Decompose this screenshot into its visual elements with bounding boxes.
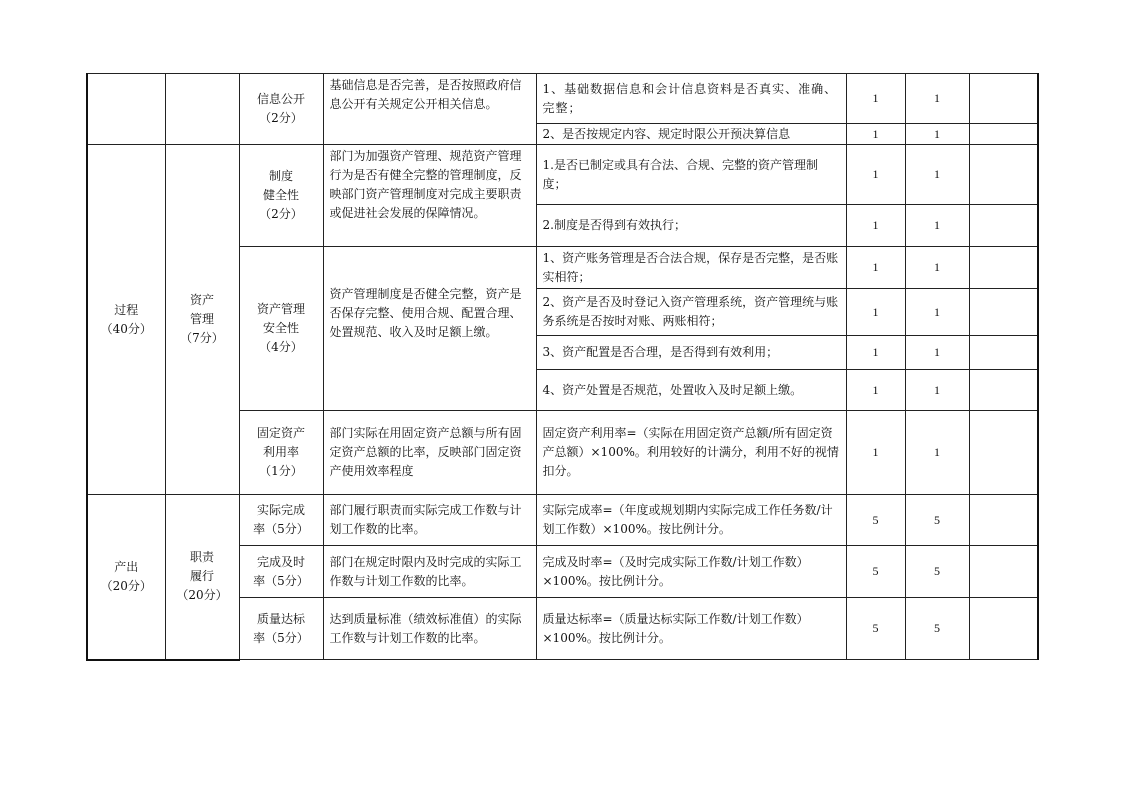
- score-cell: 1: [905, 74, 969, 124]
- explanation-info-disclosure: 基础信息是否完善，是否按照政府信息公开有关规定公开相关信息。: [323, 74, 536, 145]
- criteria-cell: 1、资产账务管理是否合法合规，保存是否完整，是否账实相符；: [536, 247, 846, 289]
- weight-cell: 1: [846, 289, 905, 336]
- indicator2-duty-performance: 职责 履行 （20分）: [165, 495, 239, 660]
- criteria-cell: 质量达标率=（质量达标实际工作数/计划工作数）×100%。按比例计分。: [536, 598, 846, 660]
- indicator3-cell: 质量达标 率（5分）: [239, 598, 323, 660]
- table-row: [87, 495, 1038, 546]
- remark-cell: [969, 124, 1038, 145]
- indicator2-asset-management: 资产 管理 （7分）: [165, 145, 239, 495]
- indicator1-cell-empty: [87, 74, 165, 145]
- indicator1-output: 产出 （20分）: [87, 495, 165, 660]
- weight-cell: 5: [846, 598, 905, 660]
- indicator1-process: 过程 （40分）: [87, 145, 165, 495]
- remark-cell: [969, 411, 1038, 495]
- weight-cell: 1: [846, 145, 905, 205]
- criteria-cell: 2、资产是否及时登记入资产管理系统，资产管理统与账务系统是否按时对账、两账相符；: [536, 289, 846, 336]
- score-cell: 5: [905, 546, 969, 598]
- criteria-cell: 4、资产处置是否规范，处置收入及时足额上缴。: [536, 370, 846, 411]
- score-cell: 1: [905, 205, 969, 247]
- weight-cell: 1: [846, 336, 905, 370]
- criteria-cell: 实际完成率=（年度或规划期内实际完成工作任务数/计划工作数）×100%。按比例计分。: [536, 495, 846, 546]
- score-cell: 1: [905, 124, 969, 145]
- score-cell: 1: [905, 411, 969, 495]
- explanation-cell: 部门履行职责而实际完成工作数与计划工作数的比率。: [323, 495, 536, 546]
- explanation-asset-security: 资产管理制度是否健全完整，资产是否保存完整、使用合规、配置合理、处置规范、收入及时足额上缴。: [323, 247, 536, 411]
- explanation-fixed-asset-use: 部门实际在用固定资产总额与所有固定资产总额的比率，反映部门固定资产使用效率程度: [323, 411, 536, 495]
- remark-cell: [969, 336, 1038, 370]
- criteria-cell: 1.是否已制定或具有合法、合规、完整的资产管理制度；: [536, 145, 846, 205]
- table-row: [87, 74, 1038, 124]
- remark-cell: [969, 74, 1038, 124]
- table-row: [87, 145, 1038, 205]
- score-cell: 1: [905, 145, 969, 205]
- criteria-cell: 固定资产利用率=（实际在用固定资产总额/所有固定资产总额）×100%。利用较好的计满分，利用不好的视情扣分。: [536, 411, 846, 495]
- indicator3-system-sound: 制度 健全性 （2分）: [239, 145, 323, 247]
- criteria-cell: 2、是否按规定内容、规定时限公开预决算信息: [536, 124, 846, 145]
- explanation-system-sound: 部门为加强资产管理、规范资产管理行为是否有健全完整的管理制度，反映部门资产管理制度对完成主要职责或促进社会发展的保障情况。: [323, 145, 536, 247]
- weight-cell: 1: [846, 411, 905, 495]
- remark-cell: [969, 495, 1038, 546]
- criteria-cell: 1、基础数据信息和会计信息资料是否真实、准确、完整；: [536, 74, 846, 124]
- remark-cell: [969, 598, 1038, 660]
- indicator3-info-disclosure: 信息公开 （2分）: [239, 74, 323, 145]
- indicator2-cell-empty: [165, 74, 239, 145]
- score-cell: 1: [905, 370, 969, 411]
- weight-cell: 1: [846, 247, 905, 289]
- weight-cell: 1: [846, 74, 905, 124]
- weight-cell: 5: [846, 495, 905, 546]
- remark-cell: [969, 546, 1038, 598]
- criteria-cell: 3、资产配置是否合理，是否得到有效利用；: [536, 336, 846, 370]
- weight-cell: 1: [846, 205, 905, 247]
- remark-cell: [969, 247, 1038, 289]
- score-cell: 1: [905, 289, 969, 336]
- indicator3-cell: 实际完成 率（5分）: [239, 495, 323, 546]
- remark-cell: [969, 289, 1038, 336]
- indicator3-fixed-asset-use: 固定资产 利用率 （1分）: [239, 411, 323, 495]
- evaluation-table: [86, 73, 1039, 661]
- criteria-cell: 完成及时率=（及时完成实际工作数/计划工作数）×100%。按比例计分。: [536, 546, 846, 598]
- remark-cell: [969, 370, 1038, 411]
- indicator3-asset-security: 资产管理 安全性 （4分）: [239, 247, 323, 411]
- score-cell: 1: [905, 336, 969, 370]
- score-cell: 1: [905, 247, 969, 289]
- weight-cell: 5: [846, 546, 905, 598]
- explanation-cell: 达到质量标准（绩效标准值）的实际工作数与计划工作数的比率。: [323, 598, 536, 660]
- criteria-cell: 2.制度是否得到有效执行；: [536, 205, 846, 247]
- weight-cell: 1: [846, 370, 905, 411]
- remark-cell: [969, 205, 1038, 247]
- weight-cell: 1: [846, 124, 905, 145]
- indicator3-cell: 完成及时 率（5分）: [239, 546, 323, 598]
- explanation-cell: 部门在规定时限内及时完成的实际工作数与计划工作数的比率。: [323, 546, 536, 598]
- score-cell: 5: [905, 495, 969, 546]
- remark-cell: [969, 145, 1038, 205]
- score-cell: 5: [905, 598, 969, 660]
